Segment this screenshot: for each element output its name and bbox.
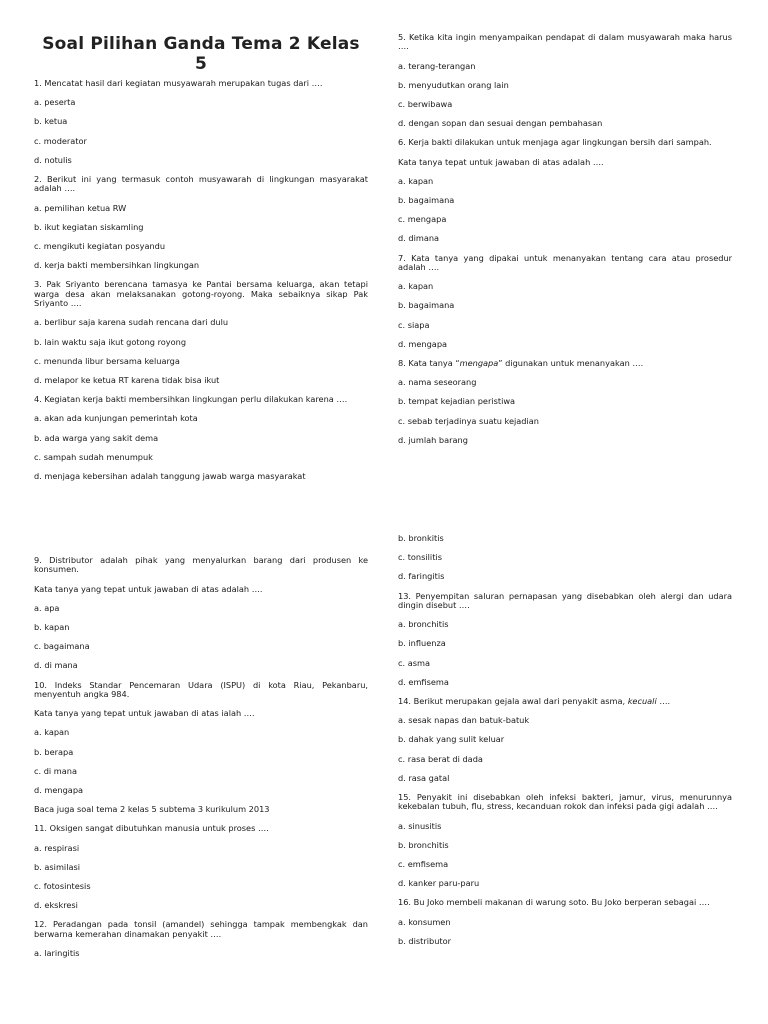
answer-option: d. dimana: [398, 233, 440, 244]
page2-left-column: [34, 556, 368, 968]
answer-option: b. asimilasi: [34, 861, 81, 872]
answer-option: a. nama seseorang: [398, 377, 477, 388]
answer-option: a. peserta: [34, 97, 76, 108]
answer-option: b. bagaimana: [398, 195, 455, 206]
answer-option: b. kapan: [34, 622, 70, 633]
answer-option: b. bronkitis: [398, 533, 444, 543]
answer-option: d. mengapa: [398, 338, 448, 349]
answer-option: c. tonsilitis: [398, 552, 442, 563]
answer-option: b. bronchitis: [398, 839, 449, 850]
answer-option: b. ketua: [34, 116, 68, 127]
answer-option: c. moderator: [34, 135, 87, 146]
related-link-note: Baca juga soal tema 2 kelas 5 subtema 3 kurikulum 2013: [34, 804, 270, 815]
question-text: 11. Oksigen sangat dibutuhkan manusia untuk proses ….: [34, 823, 269, 834]
answer-option: c. mengapa: [398, 214, 447, 225]
answer-option: a. berlibur saja karena sudah rencana dari dulu: [34, 317, 229, 328]
question-text: 1. Mencatat hasil dari kegiatan musyawarah merupakan tugas dari ….: [34, 78, 323, 88]
answer-option: a. akan ada kunjungan pemerintah kota: [34, 413, 198, 424]
question-text: 16. Bu Joko membeli makanan di warung soto. Bu Joko berperan sebagai ….: [398, 897, 710, 908]
question-text-part: ….: [656, 696, 671, 707]
question-emphasis: mengapa: [459, 358, 499, 369]
answer-option: b. berapa: [34, 746, 74, 757]
answer-option: d. di mana: [34, 660, 78, 671]
question-text: 12. Peradangan pada tonsil (amandel) sehingga tampak membengkak dan berwarna kemerahan dinamakan penyakit ….: [34, 919, 368, 939]
page-separator: [0, 500, 768, 526]
question-text: Kata tanya yang tepat untuk jawaban di atas ialah ….: [34, 708, 255, 719]
answer-option: a. sesak napas dan batuk-batuk: [398, 715, 530, 726]
answer-option: a. kapan: [34, 727, 70, 738]
answer-option: a. kapan: [398, 175, 434, 186]
answer-option: d. kanker paru-paru: [398, 878, 480, 889]
worksheet-page-1: [0, 0, 768, 500]
answer-option: d. ekskresi: [34, 900, 78, 911]
question-text: 7. Kata tanya yang dipakai untuk menanyakan tentang cara atau prosedur adalah ….: [398, 252, 732, 273]
question-text: 10. Indeks Standar Pencemaran Udara (ISPU) di kota Riau, Pekanbaru, menyentuh angka 984.: [34, 679, 368, 700]
answer-option: a. kapan: [398, 281, 434, 292]
answer-option: a. terang-terangan: [398, 60, 476, 71]
worksheet-title: Soal Pilihan Ganda Tema 2 Kelas 5: [42, 34, 360, 74]
answer-option: c. berwibawa: [398, 99, 453, 110]
question-text-part: 14. Berikut merupakan gejala awal dari penyakit asma,: [398, 696, 628, 707]
question-text-part: 8. Kata tanya “: [398, 358, 460, 369]
answer-option: c. fotosintesis: [34, 881, 91, 892]
answer-option: a. apa: [34, 602, 60, 613]
answer-option: c. asma: [398, 657, 430, 668]
answer-option: a. respirasi: [34, 842, 80, 853]
answer-option: b. tempat kejadian peristiwa: [398, 396, 516, 407]
answer-option: a. konsumen: [398, 916, 451, 927]
answer-option: d. jumlah barang: [398, 434, 468, 445]
answer-option: b. lain waktu saja ikut gotong royong: [34, 336, 187, 347]
answer-option: b. ikut kegiatan siskamling: [34, 221, 144, 232]
question-text: 13. Penyempitan saluran pernapasan yang disebabkan oleh alergi dan udara dingin disebut ….: [398, 590, 732, 611]
question-text: 2. Berikut ini yang termasuk contoh musyawarah di lingkungan masyarakat adalah ….: [34, 174, 368, 194]
answer-option: c. emfisema: [398, 859, 449, 870]
answer-option: b. ada warga yang sakit dema: [34, 432, 159, 443]
question-text-part: ” digunakan untuk menanyakan ….: [498, 358, 644, 369]
question-text: [398, 697, 732, 706]
answer-option: d. faringitis: [398, 571, 445, 582]
answer-option: b. distributor: [398, 935, 451, 946]
answer-option: c. mengikuti kegiatan posyandu: [34, 241, 166, 252]
worksheet-page-2: [0, 526, 768, 1024]
question-text: [398, 359, 732, 368]
answer-option: d. emfisema: [398, 676, 449, 687]
page2-right-column: [398, 534, 732, 956]
question-text: 15. Penyakit ini disebabkan oleh infeksi bakteri, jamur, virus, menurunnya kekebalan tubuh, flu, stress, kecanduan rokok dan infeksi pada gigi adalah ….: [398, 792, 732, 812]
question-text: 4. Kegiatan kerja bakti membersihkan lingkungan perlu dilakukan karena ….: [34, 394, 348, 405]
answer-option: d. melapor ke ketua RT karena tidak bisa ikut: [34, 375, 220, 386]
answer-option: b. dahak yang sulit keluar: [398, 734, 505, 745]
question-text: Kata tanya yang tepat untuk jawaban di atas adalah ….: [34, 583, 263, 594]
question-text: 6. Kerja bakti dilakukan untuk menjaga agar lingkungan bersih dari sampah.: [398, 137, 712, 148]
answer-option: b. bagaimana: [398, 300, 455, 311]
answer-option: b. influenza: [398, 638, 446, 649]
answer-option: c. sebab terjadinya suatu kejadian: [398, 415, 539, 426]
answer-option: c. rasa berat di dada: [398, 753, 483, 764]
answer-option: c. menunda libur bersama keluarga: [34, 355, 180, 366]
answer-option: d. kerja bakti membersihkan lingkungan: [34, 260, 200, 271]
answer-option: a. laringitis: [34, 948, 80, 959]
question-text: Kata tanya tepat untuk jawaban di atas adalah ….: [398, 156, 604, 167]
answer-option: a. bronchitis: [398, 619, 449, 630]
answer-option: d. mengapa: [34, 785, 84, 796]
answer-option: c. siapa: [398, 319, 430, 330]
answer-option: d. menjaga kebersihan adalah tanggung jawab warga masyarakat: [34, 471, 306, 482]
answer-option: a. pemilihan ketua RW: [34, 202, 127, 213]
page1-right-column: [398, 33, 732, 455]
question-text: 3. Pak Sriyanto berencana tamasya ke Pantai bersama keluarga, akan tetapi warga desa akan melaksanakan gotong-royong. Maka sebaiknya sikap Pak Sriyanto ….: [34, 279, 368, 309]
answer-option: d. notulis: [34, 154, 72, 165]
page1-left-column: [34, 34, 368, 491]
answer-option: d. rasa gatal: [398, 772, 450, 783]
answer-option: c. sampah sudah menumpuk: [34, 451, 153, 462]
answer-option: b. menyudutkan orang lain: [398, 79, 509, 90]
question-emphasis: kecuali: [627, 696, 657, 707]
question-text: 9. Distributor adalah pihak yang menyalurkan barang dari produsen ke konsumen.: [34, 555, 368, 575]
answer-option: d. dengan sopan dan sesuai dengan pembahasan: [398, 118, 603, 129]
answer-option: c. bagaimana: [34, 641, 90, 652]
answer-option: c. di mana: [34, 765, 77, 776]
answer-option: a. sinusitis: [398, 820, 442, 831]
question-text: 5. Ketika kita ingin menyampaikan pendapat di dalam musyawarah maka harus ….: [398, 32, 732, 52]
